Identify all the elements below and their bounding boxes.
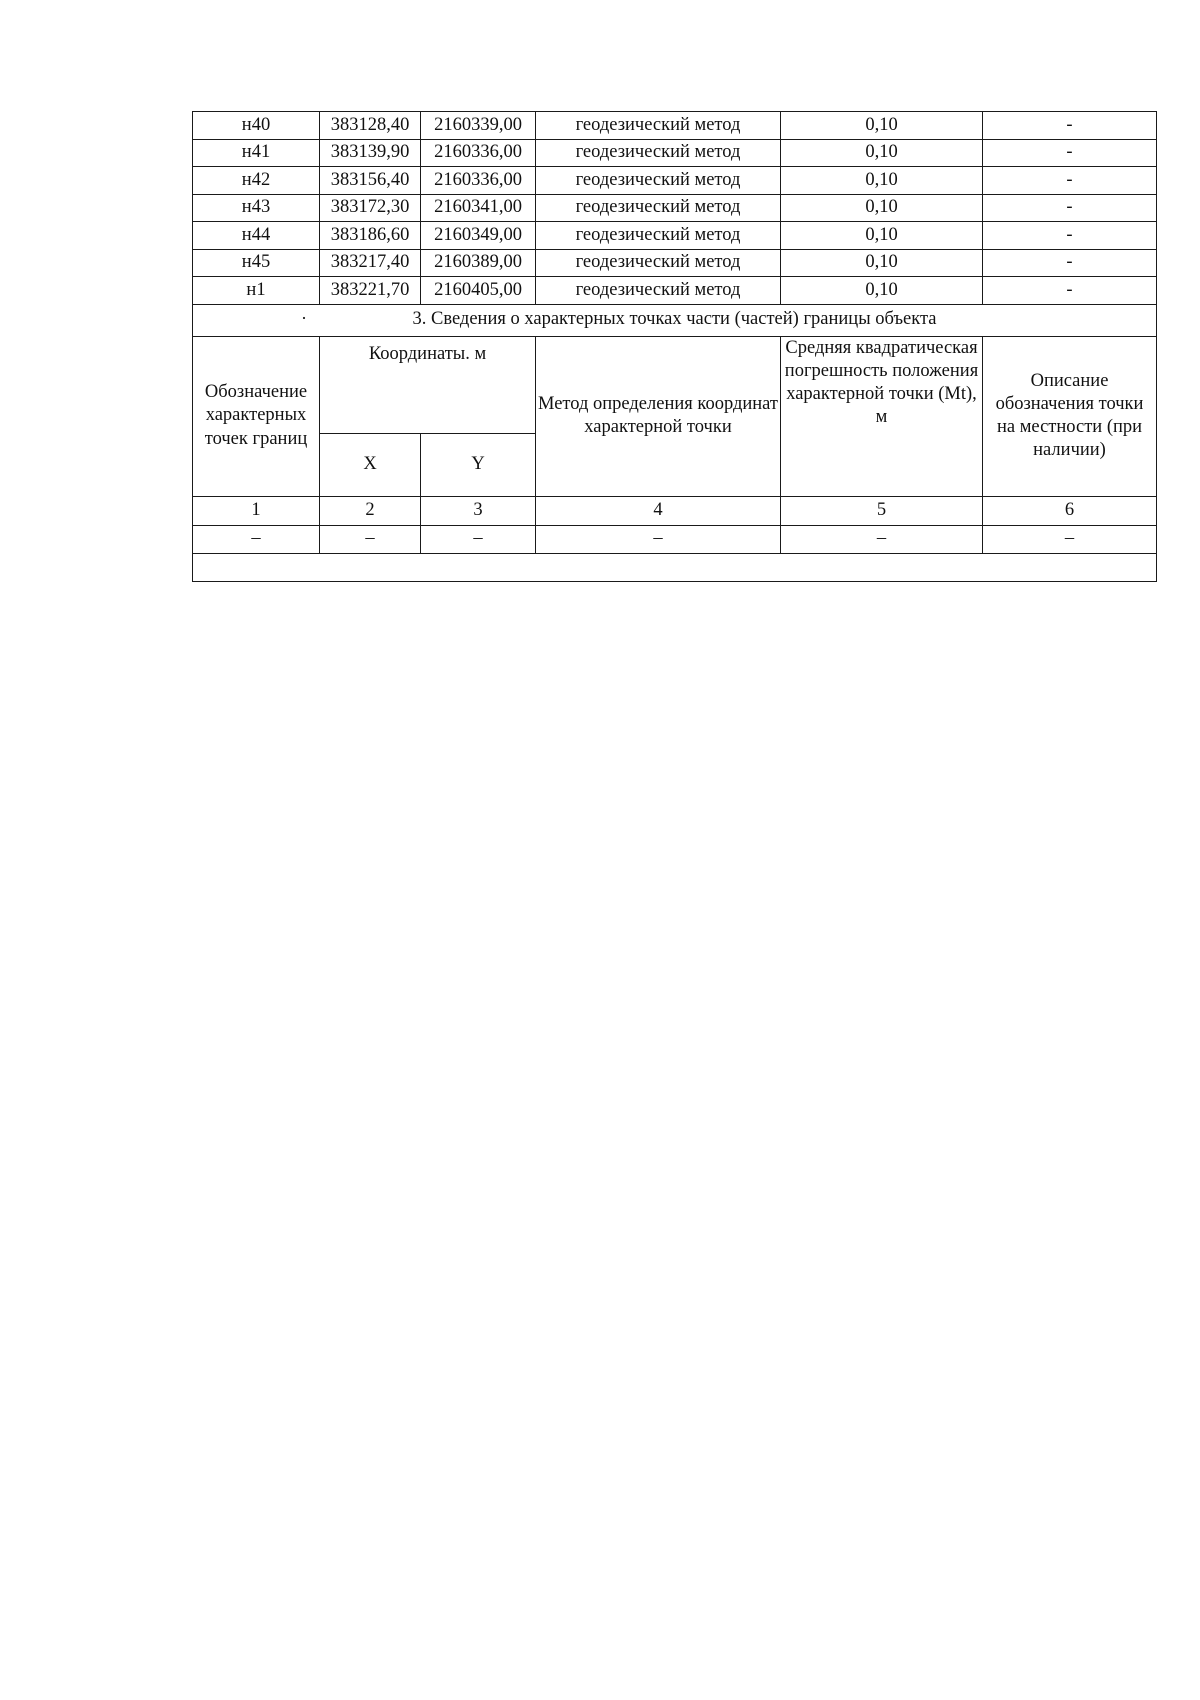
error-value: 0,10 [781, 112, 983, 140]
column-number: 3 [421, 496, 536, 525]
method: геодезический метод [536, 139, 781, 167]
error-value: 0,10 [781, 194, 983, 222]
coord-y: 2160405,00 [421, 277, 536, 305]
empty-row [193, 553, 1157, 581]
table-row [193, 222, 1157, 250]
boundary-points-table [192, 111, 1157, 582]
error-value: 0,10 [781, 277, 983, 305]
header-coordinates: Координаты. м [320, 336, 536, 433]
table-row [193, 167, 1157, 195]
section-title: 3. Сведения о характерных точках части (частей) границы объекта [412, 309, 937, 330]
point-description: - [983, 222, 1157, 250]
coord-y: 2160339,00 [421, 112, 536, 140]
table-row [193, 139, 1157, 167]
table-row [193, 277, 1157, 305]
point-description: - [983, 249, 1157, 277]
error-value: 0,10 [781, 222, 983, 250]
header-point: Обозначение характерных точек границ [193, 336, 320, 496]
column-header-row [193, 336, 1157, 433]
empty-cell [193, 553, 1157, 581]
coord-x: 383172,30 [320, 194, 421, 222]
column-number: 1 [193, 496, 320, 525]
dash-cell: – [193, 525, 320, 553]
point-description: - [983, 194, 1157, 222]
coord-x: 383221,70 [320, 277, 421, 305]
section-header-row [193, 304, 1157, 336]
coord-y: 2160336,00 [421, 139, 536, 167]
method: геодезический метод [536, 194, 781, 222]
dash-cell: – [536, 525, 781, 553]
method: геодезический метод [536, 222, 781, 250]
error-value: 0,10 [781, 139, 983, 167]
coord-x: 383156,40 [320, 167, 421, 195]
coord-x: 383186,60 [320, 222, 421, 250]
header-description: Описание обозначения точки на местности (при наличии) [983, 336, 1157, 496]
dash-cell: – [781, 525, 983, 553]
dash-row [193, 525, 1157, 553]
method: геодезический метод [536, 112, 781, 140]
point-label: н41 [193, 139, 320, 167]
error-value: 0,10 [781, 167, 983, 195]
point-label: н42 [193, 167, 320, 195]
table-row [193, 194, 1157, 222]
header-method: Метод определения координат характерной точки [536, 336, 781, 496]
column-number: 4 [536, 496, 781, 525]
coord-y: 2160341,00 [421, 194, 536, 222]
coord-x: 383128,40 [320, 112, 421, 140]
point-description: - [983, 167, 1157, 195]
coord-y: 2160349,00 [421, 222, 536, 250]
point-description: - [983, 277, 1157, 305]
section-dot: · [301, 307, 307, 328]
table-row [193, 249, 1157, 277]
point-description: - [983, 112, 1157, 140]
dash-cell: – [983, 525, 1157, 553]
header-error: Средняя квадратическая погрешность положения характерной точки (Mt), м [781, 336, 983, 496]
method: геодезический метод [536, 167, 781, 195]
dash-cell: – [421, 525, 536, 553]
point-description: - [983, 139, 1157, 167]
column-number: 5 [781, 496, 983, 525]
coord-x: 383139,90 [320, 139, 421, 167]
dash-cell: – [320, 525, 421, 553]
column-number-row [193, 496, 1157, 525]
method: геодезический метод [536, 249, 781, 277]
table-row [193, 112, 1157, 140]
point-label: н43 [193, 194, 320, 222]
point-label: н45 [193, 249, 320, 277]
point-label: н1 [193, 277, 320, 305]
coord-y: 2160389,00 [421, 249, 536, 277]
section-title-cell [193, 304, 1157, 336]
header-y: Y [421, 433, 536, 496]
error-value: 0,10 [781, 249, 983, 277]
point-label: н40 [193, 112, 320, 140]
header-x: X [320, 433, 421, 496]
column-number: 6 [983, 496, 1157, 525]
coord-y: 2160336,00 [421, 167, 536, 195]
method: геодезический метод [536, 277, 781, 305]
point-label: н44 [193, 222, 320, 250]
column-number: 2 [320, 496, 421, 525]
coord-x: 383217,40 [320, 249, 421, 277]
